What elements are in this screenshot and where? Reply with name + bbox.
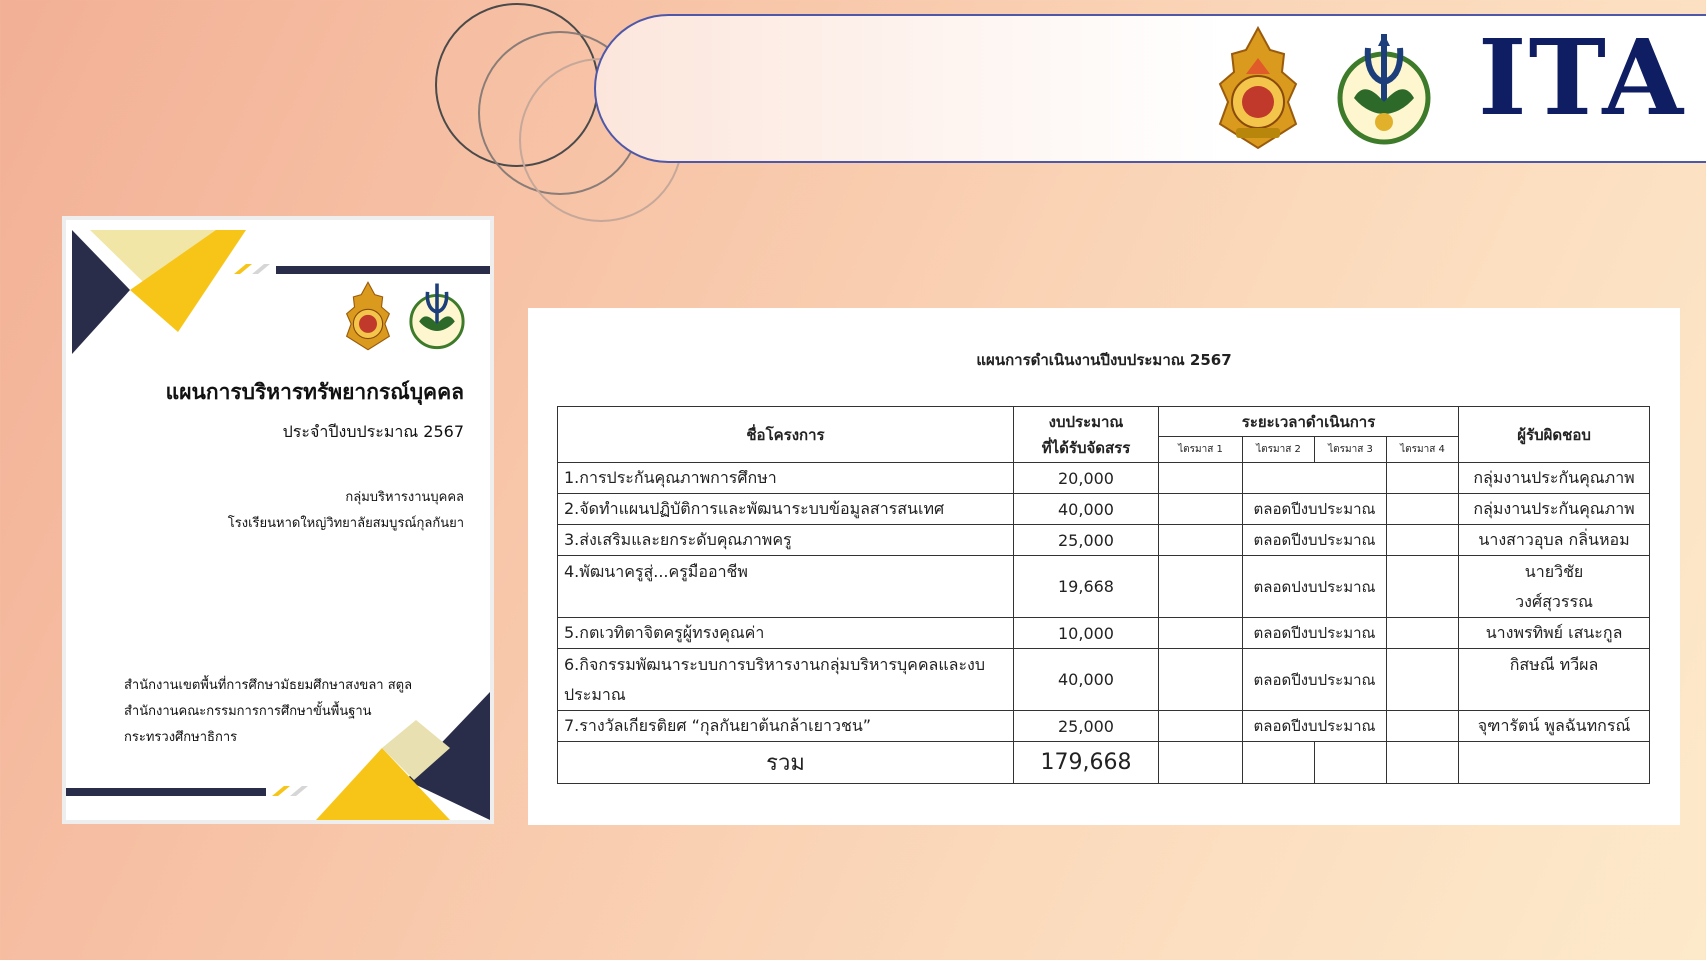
- ita-brand-text: ITA: [1478, 16, 1686, 139]
- row-responsible: กลุ่มงานประกันคุณภาพ: [1459, 494, 1650, 525]
- row-responsible: นายวิชัย วงศ์สุวรรณ: [1459, 556, 1650, 618]
- row-budget: 40,000: [1014, 649, 1159, 711]
- operation-plan-document: [528, 308, 1680, 825]
- cover-trident-emblem-icon: [406, 280, 468, 350]
- row-project: 3.ส่งเสริมและยกระดับคุณภาพครู: [558, 525, 1014, 556]
- row-period: ตลอดปงบประมาณ: [1243, 556, 1387, 618]
- row-project: 2.จัดทำแผนปฏิบัติการและพัฒนาระบบข้อมูลสารสนเทศ: [558, 494, 1014, 525]
- header-quarter-2: ไตรมาส 2: [1243, 437, 1315, 463]
- row-period: ตลอดปีงบประมาณ: [1243, 618, 1387, 649]
- header-quarter-4: ไตรมาส 4: [1387, 437, 1459, 463]
- row-budget: 25,000: [1014, 711, 1159, 742]
- row-project: 7.รางวัลเกียรติยศ “กุลกันยาต้นกล้าเยาวชน”: [558, 711, 1014, 742]
- row-period: ตลอดปีงบประมาณ: [1243, 494, 1387, 525]
- total-label: รวม: [558, 742, 1014, 784]
- total-value: 179,668: [1014, 742, 1159, 784]
- plan-table: [557, 406, 1650, 784]
- cover-office-line: สำนักงานคณะกรรมการการศึกษาขั้นพื้นฐาน: [124, 704, 372, 719]
- cover-office-line: สำนักงานเขตพื้นที่การศึกษามัธยมศึกษาสงขลา สตูล: [124, 678, 413, 693]
- row-project: 4.พัฒนาครูสู่...ครูมืออาชีพ: [558, 556, 1014, 618]
- row-period: ตลอดปีงบประมาณ: [1243, 711, 1387, 742]
- plan-cover-document: [62, 216, 494, 824]
- plan-title: แผนการดำเนินงานปีงบประมาณ 2567: [976, 351, 1232, 369]
- table-row: [558, 525, 1650, 556]
- row-responsible: นางพรทิพย์ เสนะกูล: [1459, 618, 1650, 649]
- header-project: ชื่อโครงการ: [558, 407, 1014, 463]
- header-quarter-3: ไตรมาส 3: [1315, 437, 1387, 463]
- row-responsible: จุฑารัตน์ พูลฉันทกรณ์: [1459, 711, 1650, 742]
- row-budget: 40,000: [1014, 494, 1159, 525]
- table-row: [558, 556, 1650, 618]
- row-period: [1243, 463, 1387, 494]
- cover-office-line: กระทรวงศึกษาธิการ: [124, 730, 238, 745]
- row-responsible: กิสษณี ทวีผล: [1459, 649, 1650, 711]
- table-row: [558, 463, 1650, 494]
- table-total-row: [558, 742, 1650, 784]
- table-row: [558, 711, 1650, 742]
- row-period: ตลอดปีงบประมาณ: [1243, 525, 1387, 556]
- cover-title: แผนการบริหารทรัพยากรณ์บุคคล: [165, 380, 464, 404]
- row-period: ตลอดปีงบประมาณ: [1243, 649, 1387, 711]
- row-budget: 20,000: [1014, 463, 1159, 494]
- table-row: [558, 618, 1650, 649]
- cover-obec-emblem-icon: [342, 280, 394, 352]
- row-budget: 19,668: [1014, 556, 1159, 618]
- header-budget: งบประมาณ ที่ได้รับจัดสรร: [1014, 407, 1159, 463]
- row-budget: 10,000: [1014, 618, 1159, 649]
- cover-subtitle: ประจำปีงบประมาณ 2567: [282, 422, 464, 441]
- row-project: 1.การประกันคุณภาพการศึกษา: [558, 463, 1014, 494]
- row-responsible: กลุ่มงานประกันคุณภาพ: [1459, 463, 1650, 494]
- row-budget: 25,000: [1014, 525, 1159, 556]
- row-responsible: นางสาวอุบล กลิ่นหอม: [1459, 525, 1650, 556]
- cover-school: โรงเรียนหาดใหญ่วิทยาลัยสมบูรณ์กุลกันยา: [227, 516, 464, 531]
- trident-school-emblem-icon: [1332, 28, 1436, 146]
- table-row: [558, 494, 1650, 525]
- row-project: 6.กิจกรรมพัฒนาระบบการบริหารงานกลุ่มบริหารบุคคลและงบประมาณ: [558, 649, 1014, 711]
- table-row: [558, 649, 1650, 711]
- cover-group: กลุ่มบริหารงานบุคคล: [345, 490, 464, 505]
- row-project: 5.กตเวทิตาจิตครูผู้ทรงคุณค่า: [558, 618, 1014, 649]
- obec-emblem-icon: [1212, 24, 1304, 152]
- header-period: ระยะเวลาดำเนินการ: [1159, 407, 1459, 437]
- header-quarter-1: ไตรมาส 1: [1159, 437, 1243, 463]
- header-responsible: ผู้รับผิดชอบ: [1459, 407, 1650, 463]
